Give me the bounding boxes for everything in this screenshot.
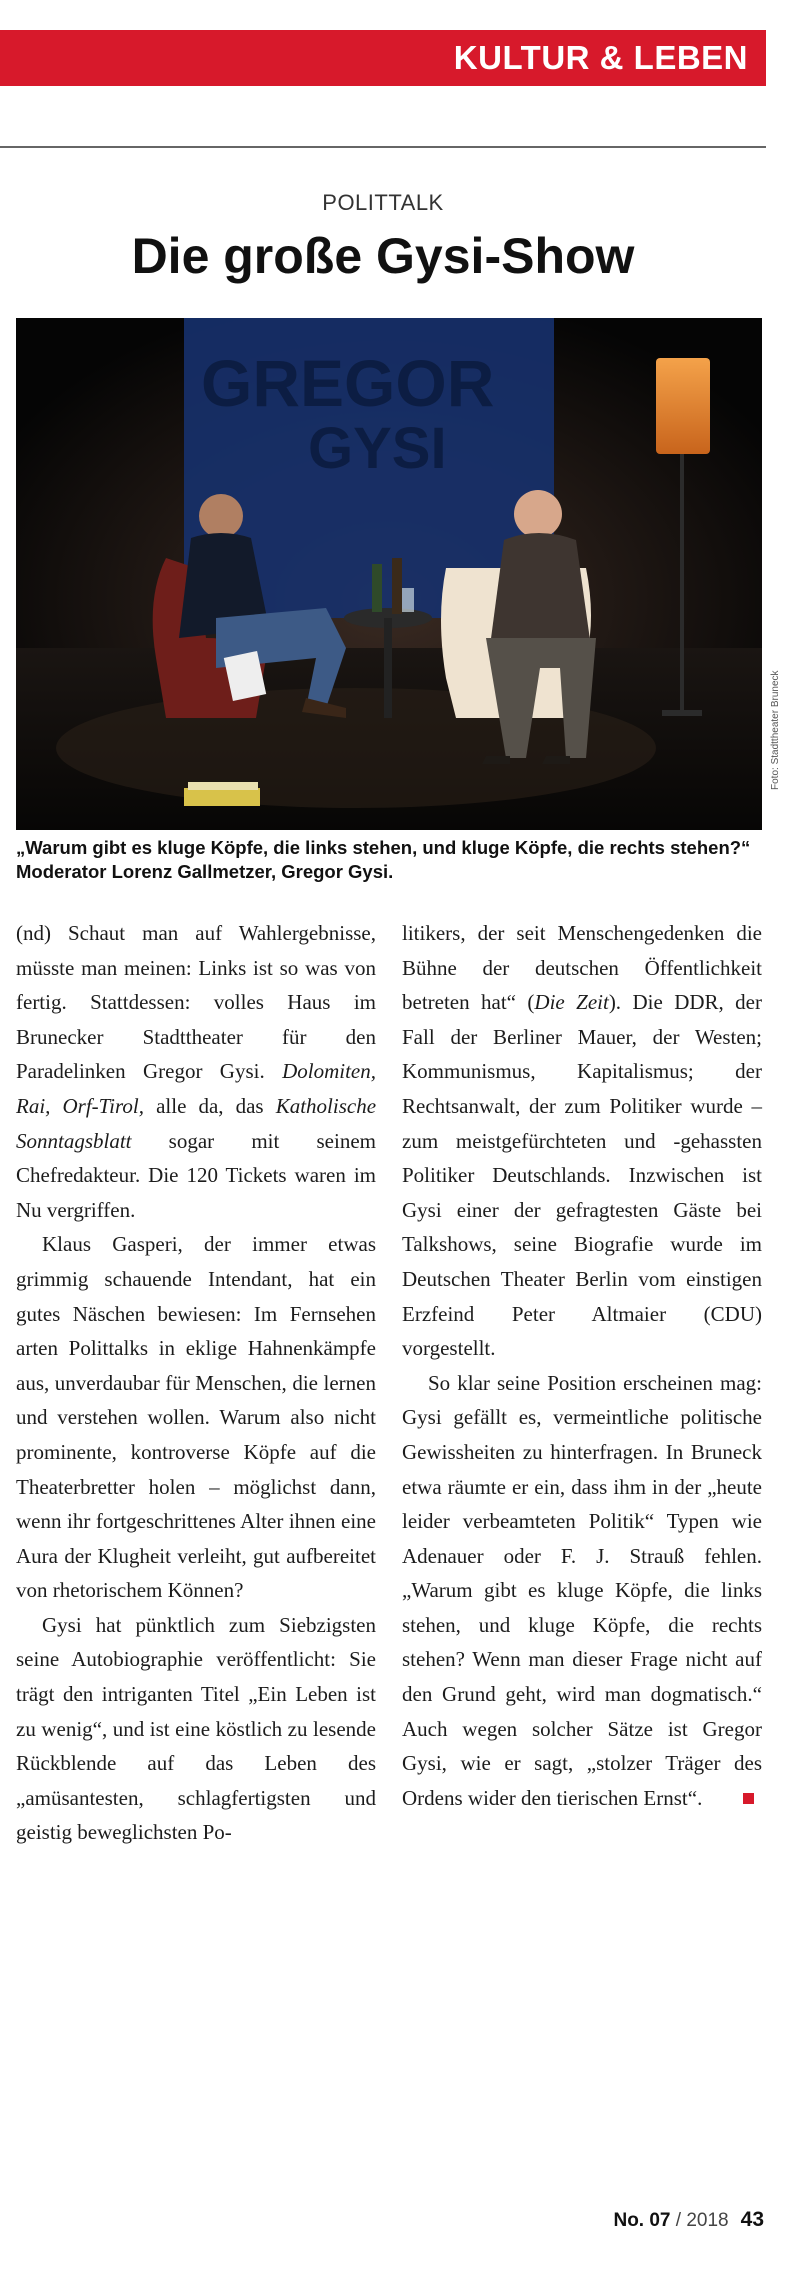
article-photo <box>16 318 762 830</box>
article-headline: Die große Gysi-Show <box>131 228 635 284</box>
section-title: KULTUR & LEBEN <box>453 39 748 76</box>
paragraph: (nd) Schaut man auf Wahlergebnisse, müsste man meinen: Links ist so was von fertig. Stattdessen: volles Haus im Brunecker Stadttheater für den Paradelinken Gregor Gysi. Dolomiten, Rai, Orf-Tirol, alle da, das Katholische Sonntagsblatt sogar mit seinem Chefredakteur. Die 120 Tickets waren im Nu vergriffen. <box>16 921 377 1222</box>
paragraph: Gysi hat pünktlich zum Siebzigsten seine Autobiographie veröffentlicht: Sie trägt den intriganten Titel „Ein Leben ist zu wenig“, und ist eine köstlich zu lesende Rückblende auf das Leben des „amüsantesten, schlagfertigsten und geistig beweglichsten Po- <box>16 1612 376 1845</box>
photo-caption: „Warum gibt es kluge Köpfe, die links stehen, und kluge Köpfe, die rechts stehen?“ Moderator Lorenz Gallmetzer, Gregor Gysi. <box>16 837 751 883</box>
paragraph: Klaus Gasperi, der immer etwas grimmig schauende Intendant, hat ein gutes Näschen bewiesen: Im Fernsehen arten Polittalks in eklige Hahnenkämpfe aus, unverdaubar für Menschen, die lernen und verstehen wollen. Warum also nicht prominente, kontroverse Köpfe auf die Theaterbretter holen – möglichst dann, wenn ihr fortgeschrittenes Alter ihnen eine Aura der Klugheit verleiht, gut aufbereitet von rhetorischem Können? <box>16 1232 376 1603</box>
article-body <box>16 916 762 2176</box>
backdrop-text-1: GREGOR <box>201 346 495 420</box>
page-footer: No. 07 / 2018 43 <box>613 2208 764 2231</box>
paragraph: So klar seine Position erscheinen mag: Gysi gefällt es, vermeintliche politische Gewissheiten zu hinterfragen. In Bruneck etwa räumte er ein, dass ihm in der „heute leider verbeamteten Politik“ Typen wie Adenauer oder F. J. Strauß fehlen. „Warum gibt es kluge Köpfe, die links stehen, und kluge Köpfe, die rechts stehen? Wenn man dieser Frage nicht auf den Grund geht, wird man dogmatisch.“ Auch wegen solcher Sätze ist Gregor Gysi, wie er sagt, „stolzer Träger des Ordens wider den tierischen Ernst“. <box>402 1370 762 1810</box>
page-number: 43 <box>740 2208 764 2231</box>
photo-credit: Foto: Stadttheater Bruneck <box>770 670 781 790</box>
issue-year: 2018 <box>686 2210 729 2231</box>
article-column-1 <box>16 916 376 2176</box>
header-rule <box>0 146 766 148</box>
paragraph: litikers, der seit Menschengedenken die Bühne der deutschen Öffentlichkeit betreten hat“ (Die Zeit). Die DDR, der Fall der Berliner Mauer, der Westen; Kommunismus, Kapitalismus; der Rechtsanwalt, der zum Politiker wurde – zum meistgefürchteten und -gehassten Politiker Deutschlands. Inzwischen ist Gysi einer der gefragtesten Gäste bei Talkshows, seine Biografie wurde im Deutschen Theater Berlin vom einstigen Erzfeind Peter Altmaier (CDU) vorgestellt. <box>402 921 762 1361</box>
article-column-2 <box>402 916 762 2176</box>
issue-number: No. 07 <box>613 2210 671 2231</box>
article-kicker: POLITTALK <box>322 190 444 215</box>
stage-photo-icon <box>16 318 762 830</box>
backdrop-text-2: GYSI <box>308 416 447 481</box>
end-mark-icon <box>743 1793 754 1804</box>
section-header <box>0 30 766 86</box>
